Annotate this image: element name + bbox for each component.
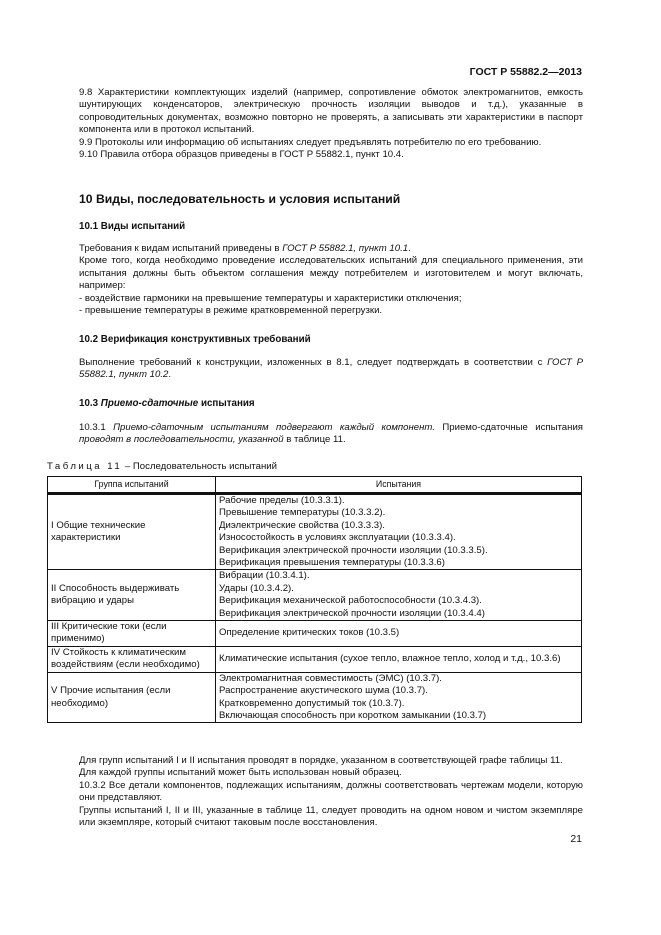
section-10-1-title: 10.1 Виды испытаний bbox=[79, 221, 186, 232]
paragraph-test-order: Для групп испытаний I и II испытания проводят в порядке, указанном в соответствующей графе таблицы 11. bbox=[79, 755, 563, 766]
paragraph-10-3-1 bbox=[79, 422, 583, 447]
group-cell: I Общие технические характеристики bbox=[48, 494, 216, 570]
group-cell: V Прочие испытания (если необходимо) bbox=[48, 672, 216, 723]
test-item: Кратковременно допустимый ток (10.3.7). bbox=[219, 697, 405, 709]
paragraph-10-1-research: Кроме того, когда необходимо проведение исследовательских испытаний для специального применения, эти испытания должны быть объектом соглашения между потребителем и изготовителем и могут включать, например: bbox=[79, 255, 583, 292]
column-header-tests: Испытания bbox=[216, 477, 582, 494]
test-item: Вибрации (10.3.4.1). bbox=[219, 570, 310, 582]
test-item: Верификация механической работоспособности (10.3.4.3). bbox=[219, 595, 482, 607]
test-item: Определение критических токов (10.3.5) bbox=[219, 627, 400, 639]
group-cell: II Способность выдерживать вибрацию и удары bbox=[48, 570, 216, 621]
table-row bbox=[48, 646, 582, 672]
paragraph-new-sample: Для каждой группы испытаний может быть использован новый образец. bbox=[79, 767, 402, 779]
tests-cell bbox=[216, 570, 582, 621]
reference-italic: ГОСТ Р 55882.1, пункт 10.1 bbox=[282, 243, 409, 254]
text-span: испытания bbox=[198, 398, 255, 409]
table-row bbox=[48, 570, 582, 621]
text-span: Приемо-сдаточные испытания bbox=[434, 422, 583, 433]
page-number: 21 bbox=[570, 833, 582, 845]
test-item: Климатические испытания (сухое тепло, влажное тепло, холод и т.д., 10.3.6) bbox=[219, 653, 561, 665]
group-cell: IV Стойкость к климатическим воздействиям (если необходимо) bbox=[48, 646, 216, 672]
table-row bbox=[48, 672, 582, 723]
group-cell: III Критические токи (если применимо) bbox=[48, 621, 216, 647]
list-item: - воздействие гармоники на превышение температуры и характеристики отключения; bbox=[79, 292, 462, 304]
paragraph-9-10: 9.10 Правила отбора образцов приведены в ГОСТ Р 55882.1, пункт 10.4. bbox=[79, 149, 404, 161]
tests-table bbox=[47, 476, 582, 723]
test-item: Удары (10.3.4.2). bbox=[219, 582, 294, 594]
paragraph-10-1-requirements bbox=[79, 243, 583, 255]
paragraph-9-9: 9.9 Протоколы или информацию об испытаниях следует предъявлять потребителю по его требованию. bbox=[79, 136, 542, 148]
after-table-body bbox=[79, 755, 583, 829]
table-row bbox=[48, 494, 582, 570]
tests-cell bbox=[216, 672, 582, 723]
test-item: Рабочие пределы (10.3.3.1). bbox=[219, 495, 345, 506]
test-item: Распространение акустического шума (10.3.7). bbox=[219, 685, 428, 697]
test-item: Электромагнитная совместимость (ЭМС) (10.3.7). bbox=[219, 672, 442, 684]
section-10-2-title: 10.2 Верификация конструктивных требований bbox=[79, 334, 311, 345]
list-item: - превышение температуры в режиме кратковременной перегрузки. bbox=[79, 305, 383, 317]
text-span: 10.3 bbox=[79, 398, 101, 409]
text-span: 10.3.1 bbox=[79, 422, 114, 433]
section-10-2-body bbox=[79, 357, 583, 382]
table-row bbox=[48, 621, 582, 647]
reference-italic: ГОСТ Р 55882.1, пункт 10.2 bbox=[79, 357, 583, 381]
text-span: . bbox=[408, 243, 411, 254]
table-caption-text: – Последовательность испытаний bbox=[122, 461, 277, 472]
column-header-group: Группа испытаний bbox=[48, 477, 216, 494]
table-caption bbox=[47, 461, 277, 472]
test-item: Верификация электрической прочности изоляции (10.3.4.4) bbox=[219, 607, 485, 619]
tests-cell bbox=[216, 621, 582, 647]
section-10-title: 10 Виды, последовательность и условия испытаний bbox=[79, 192, 401, 206]
section-10-3-title bbox=[79, 398, 255, 409]
tests-cell bbox=[216, 646, 582, 672]
text-span: в таблице 11. bbox=[283, 434, 346, 446]
test-item: Износостойкость в условиях эксплуатации (10.3.3.4). bbox=[219, 532, 456, 544]
text-span: . bbox=[168, 369, 172, 381]
paragraph-9-8: 9.8 Характеристики комплектующих изделий (например, сопротивление обмоток электромагнитов, емкость шунтирующих конденсаторов, электрическую прочность изоляции выводов и т.д.), указанные в сопроводительных документах, возможно повторно не проверять, а записывать эти характеристики в паспорт компонента или в протокол испытаний. bbox=[79, 87, 583, 136]
section-9-paragraphs bbox=[79, 87, 583, 161]
paragraph-10-3-2: 10.3.2 Все детали компонентов, подлежащих испытаниям, должны соответствовать чертежам модели, которую они представляют. bbox=[79, 779, 583, 804]
test-item: Верификация превышения температуры (10.3.3.6) bbox=[219, 557, 445, 569]
text-italic: Приемо-сдаточным испытаниям подвергают каждый компонент. bbox=[113, 422, 435, 433]
title-italic: Приемо-сдаточные bbox=[100, 398, 199, 409]
test-item: Превышение температуры (10.3.3.2). bbox=[219, 507, 386, 519]
paragraph-groups-sample: Группы испытаний I, II и III, указанные в таблице 11, следует проводить на одном новом и чистом экземпляре или экземпляре, который считают таковым после восстановления. bbox=[79, 804, 583, 829]
test-item: Включающая способность при коротком замыкании (10.3.7) bbox=[219, 709, 487, 721]
section-10-3-body bbox=[79, 422, 583, 447]
table-header-row bbox=[48, 477, 582, 494]
test-item: Верификация электрической прочности изоляции (10.3.3.5). bbox=[219, 544, 488, 556]
table-caption-label: Таблица 11 bbox=[47, 461, 123, 472]
paragraph-10-2 bbox=[79, 357, 583, 382]
text-span: Требования к видам испытаний приведены в bbox=[79, 243, 283, 254]
test-item: Диэлектрические свойства (10.3.3.3). bbox=[219, 519, 385, 531]
tests-cell bbox=[216, 494, 582, 570]
document-id: ГОСТ Р 55882.2—2013 bbox=[469, 66, 582, 78]
text-italic: проводят в последовательности, указанной bbox=[79, 434, 284, 446]
section-10-1-body bbox=[79, 243, 583, 317]
text-span: Выполнение требований к конструкции, изложенных в 8.1, следует подтверждать в соответствии с bbox=[79, 357, 548, 368]
